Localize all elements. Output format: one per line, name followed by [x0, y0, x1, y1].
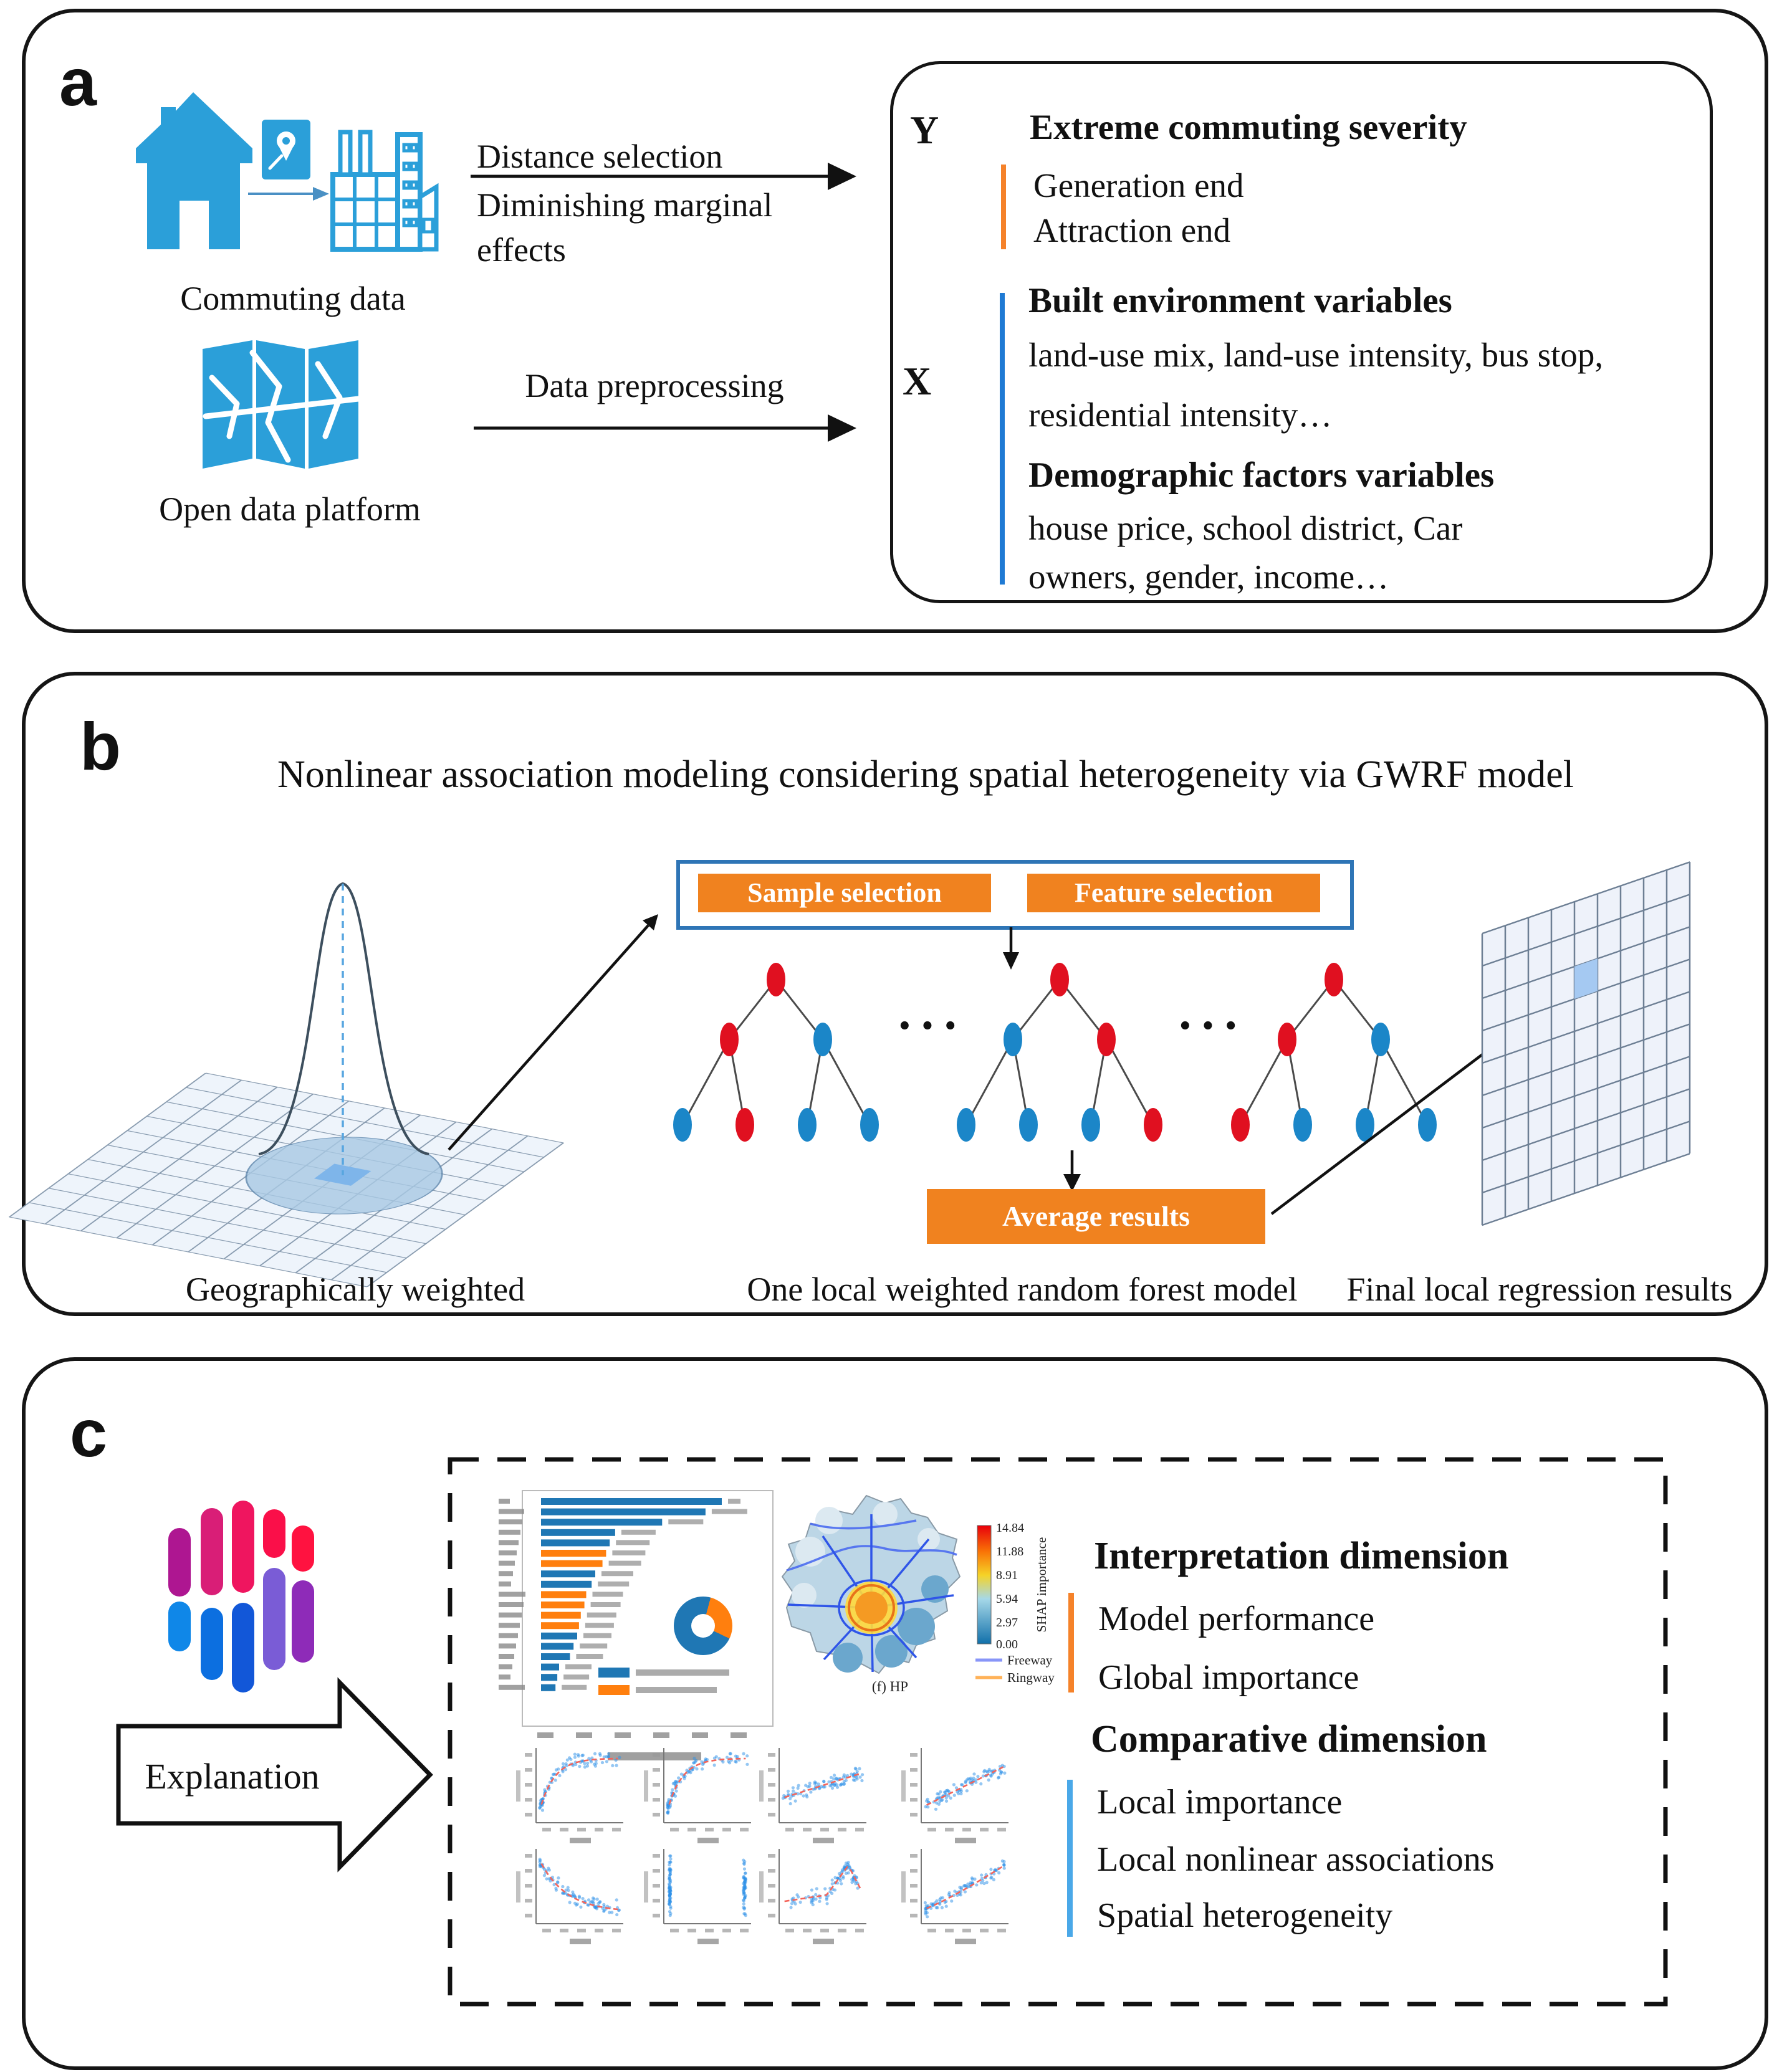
comparative-item-local-nonlinear: Local nonlinear associations	[1097, 1840, 1495, 1879]
forest-down-arrow	[1063, 1150, 1081, 1191]
diminishing-label-2: effects	[477, 231, 566, 269]
scatter-plot	[901, 1748, 1008, 1843]
scatter-plot	[759, 1849, 866, 1944]
y-accent-bar	[1001, 165, 1006, 249]
y-item-generation-end: Generation end	[1033, 166, 1244, 204]
scatter-plot	[516, 1849, 623, 1944]
tree-dots-1: ···	[896, 998, 965, 1053]
sample-selection-button: Sample selection	[698, 874, 991, 912]
demographic-title: Demographic factors variables	[1028, 456, 1495, 495]
x-label: X	[903, 359, 932, 403]
donut-hole	[691, 1614, 715, 1638]
svg-text:8.91: 8.91	[996, 1568, 1018, 1582]
preprocessing-arrow	[474, 414, 856, 442]
shap-logo	[168, 1501, 314, 1692]
tree-dots-2: ···	[1177, 998, 1246, 1053]
svg-text:11.88: 11.88	[996, 1545, 1024, 1559]
scatter-plot	[516, 1748, 623, 1843]
svg-text:2.97: 2.97	[996, 1616, 1018, 1630]
panel-a-label: a	[59, 44, 97, 120]
scatter-plot	[759, 1748, 866, 1843]
comparative-item-local-importance: Local importance	[1097, 1783, 1343, 1821]
built-environment-title: Built environment variables	[1028, 281, 1452, 320]
y-title: Extreme commuting severity	[1030, 108, 1467, 147]
panel-c-label: c	[70, 1395, 108, 1471]
kernel-to-selection-arrow	[449, 914, 658, 1150]
map-caption: (f) HP	[871, 1679, 909, 1694]
caption-final-results: Final local regression results	[1346, 1271, 1733, 1308]
results-grid	[1482, 862, 1690, 1225]
scatter-plot	[901, 1849, 1008, 1944]
average-results-box: Average results	[927, 1189, 1265, 1244]
scatter-grid	[516, 1748, 1008, 1944]
y-label: Y	[910, 108, 939, 152]
house-icon	[136, 92, 252, 249]
built-environment-line2: residential intensity…	[1028, 396, 1333, 434]
donut-chart	[674, 1597, 732, 1655]
panel-b-title: Nonlinear association modeling considering spatial heterogeneity via GWRF model	[277, 753, 1574, 796]
feature-selection-button: Feature selection	[1027, 874, 1320, 912]
interpretation-title: Interpretation dimension	[1094, 1535, 1509, 1577]
distance-label: Distance selection	[477, 138, 723, 175]
map-legend-freeway: Freeway	[1007, 1653, 1053, 1668]
selection-down-arrow	[1003, 927, 1019, 970]
y-item-attraction-end: Attraction end	[1033, 211, 1231, 249]
map-pin-icon	[262, 120, 310, 179]
commuting-arrow-icon	[248, 187, 329, 201]
building-icon	[333, 132, 436, 249]
comparative-accent-bar	[1067, 1780, 1073, 1937]
map-legend	[975, 1653, 1055, 1685]
x-accent-bar	[1000, 293, 1005, 585]
panel-b-label: b	[80, 709, 121, 784]
map-legend-ringway: Ringway	[1007, 1670, 1055, 1685]
scatter-plot	[644, 1748, 751, 1843]
commuting-caption: Commuting data	[180, 280, 406, 317]
scatter-plot	[644, 1849, 751, 1944]
svg-text:14.84: 14.84	[996, 1521, 1024, 1535]
random-forest-trees	[673, 963, 1437, 1142]
diminishing-label-1: Diminishing marginal	[477, 186, 773, 224]
comparative-item-spatial-heterogeneity: Spatial heterogeneity	[1097, 1896, 1393, 1935]
comparative-title: Comparative dimension	[1091, 1718, 1487, 1760]
explanation-label: Explanation	[145, 1756, 320, 1797]
built-environment-line1: land-use mix, land-use intensity, bus stop,	[1028, 336, 1604, 374]
svg-text:0.00: 0.00	[996, 1638, 1018, 1651]
open-data-map-icon	[203, 340, 358, 469]
svg-text:5.94: 5.94	[996, 1592, 1018, 1606]
demographic-line1: house price, school district, Car	[1028, 509, 1463, 547]
map-colorbar-title: SHAP importance	[1034, 1537, 1049, 1633]
map-colorbar-ticks	[996, 1521, 1024, 1651]
map-colorbar	[977, 1525, 991, 1644]
interpretation-item-model-performance: Model performance	[1098, 1600, 1375, 1638]
shap-map	[782, 1496, 1055, 1694]
interpretation-accent-bar	[1068, 1593, 1074, 1692]
interpretation-item-global-importance: Global importance	[1098, 1658, 1359, 1697]
caption-geographically-weighted: Geographically weighted	[185, 1271, 525, 1308]
demographic-line2: owners, gender, income…	[1028, 558, 1389, 596]
preprocessing-label: Data preprocessing	[525, 367, 784, 404]
caption-local-forest: One local weighted random forest model	[747, 1271, 1298, 1308]
kernel-plane	[9, 884, 563, 1287]
open-data-caption: Open data platform	[159, 490, 421, 528]
